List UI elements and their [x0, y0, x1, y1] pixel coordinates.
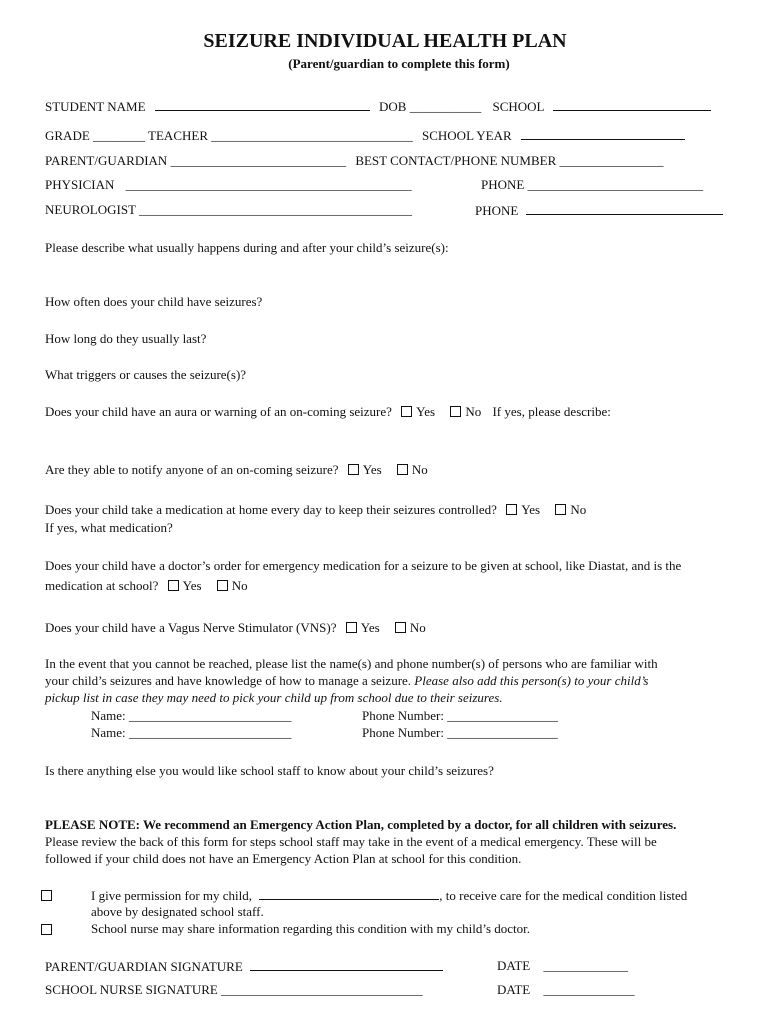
medication-no-label: No: [570, 502, 587, 517]
aura-describe-label: If yes, please describe:: [492, 404, 611, 419]
contact-phone-2-label: Phone Number:: [362, 725, 444, 740]
contact-name-2: [91, 725, 291, 741]
parent-signature-label: PARENT/GUARDIAN SIGNATURE: [45, 959, 243, 974]
question-aura-text: Does your child have an aura or warning of an on-coming seizure?: [45, 404, 392, 419]
emergency-no-checkbox[interactable]: [217, 580, 228, 591]
question-medication: [45, 502, 586, 518]
physician-phone-label: PHONE: [481, 177, 525, 192]
grade-label: GRADE: [45, 128, 90, 143]
student-name-field[interactable]: [155, 98, 370, 111]
contact-name-2-label: Name:: [91, 725, 126, 740]
question-emergency-line2: [45, 578, 248, 594]
question-vns-text: Does your child have a Vagus Nerve Stimulator (VNS)?: [45, 620, 337, 635]
note-line3: followed if your child does not have an Emergency Action Plan at school for this condition.: [45, 851, 522, 866]
nurse-date-label: DATE: [497, 982, 531, 997]
parent-row: [45, 153, 664, 169]
school-label: SCHOOL: [492, 99, 544, 114]
question-emergency-line1: Does your child have a doctor’s order for emergency medication for a seizure to be given at school, like Diastat, and is the: [45, 558, 682, 573]
nurse-date-field[interactable]: ______________: [543, 982, 635, 997]
question-notify: [45, 462, 428, 478]
medication-no-checkbox[interactable]: [555, 504, 566, 515]
question-describe: Please describe what usually happens during and after your child’s seizure(s):: [45, 240, 449, 255]
teacher-field[interactable]: _______________________________: [211, 128, 413, 143]
form-title: SEIZURE INDIVIDUAL HEALTH PLAN: [203, 30, 567, 52]
contacts-line3: pickup list in case they may need to pick your child up from school due to their seizures.: [45, 690, 503, 705]
notify-yes-label: Yes: [362, 462, 382, 477]
contact-name-2-field[interactable]: _________________________: [128, 725, 292, 740]
neurologist-field[interactable]: __________________________________________: [139, 202, 413, 217]
consent-permission-text-b: , to receive care for the medical condition listed: [439, 888, 688, 903]
vns-yes-label: Yes: [360, 620, 380, 635]
consent-permission-line1: [91, 887, 687, 904]
physician-field[interactable]: ____________________________________________: [125, 177, 412, 192]
aura-yes-label: Yes: [416, 404, 436, 419]
physician-row: [45, 177, 412, 193]
question-how-long: How long do they usually last?: [45, 331, 207, 346]
neurologist-label: NEUROLOGIST: [45, 202, 136, 217]
contact-phone-2-field[interactable]: _________________: [447, 725, 558, 740]
contact-name-1: [91, 708, 291, 724]
nurse-signature-row: [45, 982, 423, 998]
question-notify-text: Are they able to notify anyone of an on-coming seizure?: [45, 462, 339, 477]
neurologist-phone-label: PHONE: [475, 203, 519, 218]
school-year-label: SCHOOL YEAR: [422, 128, 512, 143]
contact-phone-1-label: Phone Number:: [362, 708, 444, 723]
parent-date-label: DATE: [497, 958, 531, 973]
parent-signature-row: [45, 958, 443, 975]
parent-label: PARENT/GUARDIAN: [45, 153, 168, 168]
grade-row: [45, 127, 685, 144]
grade-field[interactable]: ________: [93, 128, 146, 143]
student-name-label: STUDENT NAME: [45, 99, 146, 114]
notify-no-label: No: [411, 462, 428, 477]
question-medication-text: Does your child take a medication at home every day to keep their seizures controlled?: [45, 502, 497, 517]
medication-yes-label: Yes: [521, 502, 541, 517]
neurologist-phone-field[interactable]: [526, 202, 723, 215]
medication-followup: If yes, what medication?: [45, 520, 173, 535]
consent-share-checkbox[interactable]: [41, 924, 52, 935]
emergency-yes-label: Yes: [182, 578, 202, 593]
contacts-line2-italic: Please also add this person(s) to your child’s: [414, 673, 649, 688]
student-name-row: [45, 98, 711, 115]
nurse-signature-label: SCHOOL NURSE SIGNATURE: [45, 982, 218, 997]
note-line2: Please review the back of this form for steps school staff may take in the event of a medical emergency. These will be: [45, 834, 657, 849]
notify-no-checkbox[interactable]: [397, 464, 408, 475]
contacts-line2: [45, 673, 648, 689]
nurse-date-row: [497, 982, 634, 998]
aura-no-checkbox[interactable]: [450, 406, 461, 417]
neurologist-phone: [475, 202, 723, 219]
question-vns: [45, 620, 426, 636]
question-how-often: How often does your child have seizures?: [45, 294, 263, 309]
contacts-line2-plain: your child’s seizures and have knowledge of how to manage a seizure.: [45, 673, 412, 688]
neurologist-row: [45, 202, 412, 218]
emergency-yes-checkbox[interactable]: [168, 580, 179, 591]
form-subtitle: (Parent/guardian to complete this form): [288, 56, 510, 71]
contact-name-1-field[interactable]: _________________________: [128, 708, 292, 723]
nurse-signature-field[interactable]: _______________________________: [221, 982, 423, 997]
contact-phone-1-field[interactable]: _________________: [447, 708, 558, 723]
contact-phone-2: [362, 725, 558, 741]
school-year-field[interactable]: [521, 127, 685, 140]
aura-yes-checkbox[interactable]: [401, 406, 412, 417]
consent-share-text: School nurse may share information regarding this condition with my child’s doctor.: [91, 921, 531, 936]
contacts-line1: In the event that you cannot be reached, please list the name(s) and phone number(s) of persons who are familiar with: [45, 656, 658, 671]
best-contact-field[interactable]: ________________: [559, 153, 664, 168]
parent-date-field[interactable]: _____________: [543, 958, 628, 973]
best-contact-label: BEST CONTACT/PHONE NUMBER: [355, 153, 557, 168]
child-name-field[interactable]: [259, 887, 439, 900]
dob-label: DOB: [379, 99, 407, 114]
notify-yes-checkbox[interactable]: [348, 464, 359, 475]
physician-phone-field[interactable]: ___________________________: [527, 177, 704, 192]
school-field[interactable]: [553, 98, 711, 111]
parent-signature-field[interactable]: [250, 958, 443, 971]
aura-no-label: No: [465, 404, 482, 419]
question-aura: [45, 404, 611, 420]
question-emergency-line2-text: medication at school?: [45, 578, 159, 593]
physician-label: PHYSICIAN: [45, 177, 115, 192]
physician-phone: [481, 177, 703, 193]
vns-no-label: No: [409, 620, 426, 635]
consent-permission-line2: above by designated school staff.: [91, 904, 264, 919]
emergency-no-label: No: [231, 578, 248, 593]
question-triggers: What triggers or causes the seizure(s)?: [45, 367, 247, 382]
contact-phone-1: [362, 708, 558, 724]
teacher-label: TEACHER: [148, 128, 208, 143]
parent-date-row: [497, 958, 628, 974]
question-anything-else: Is there anything else you would like school staff to know about your child’s seizures?: [45, 763, 494, 778]
note-bold: PLEASE NOTE: We recommend an Emergency Action Plan, completed by a doctor, for all children with seizures.: [45, 817, 677, 832]
vns-no-checkbox[interactable]: [395, 622, 406, 633]
dob-field[interactable]: ___________: [409, 99, 482, 114]
contact-name-1-label: Name:: [91, 708, 126, 723]
consent-permission-text-a: I give permission for my child,: [91, 888, 253, 903]
parent-field[interactable]: ___________________________: [170, 153, 347, 168]
vns-yes-checkbox[interactable]: [346, 622, 357, 633]
consent-permission-checkbox[interactable]: [41, 890, 52, 901]
medication-yes-checkbox[interactable]: [506, 504, 517, 515]
